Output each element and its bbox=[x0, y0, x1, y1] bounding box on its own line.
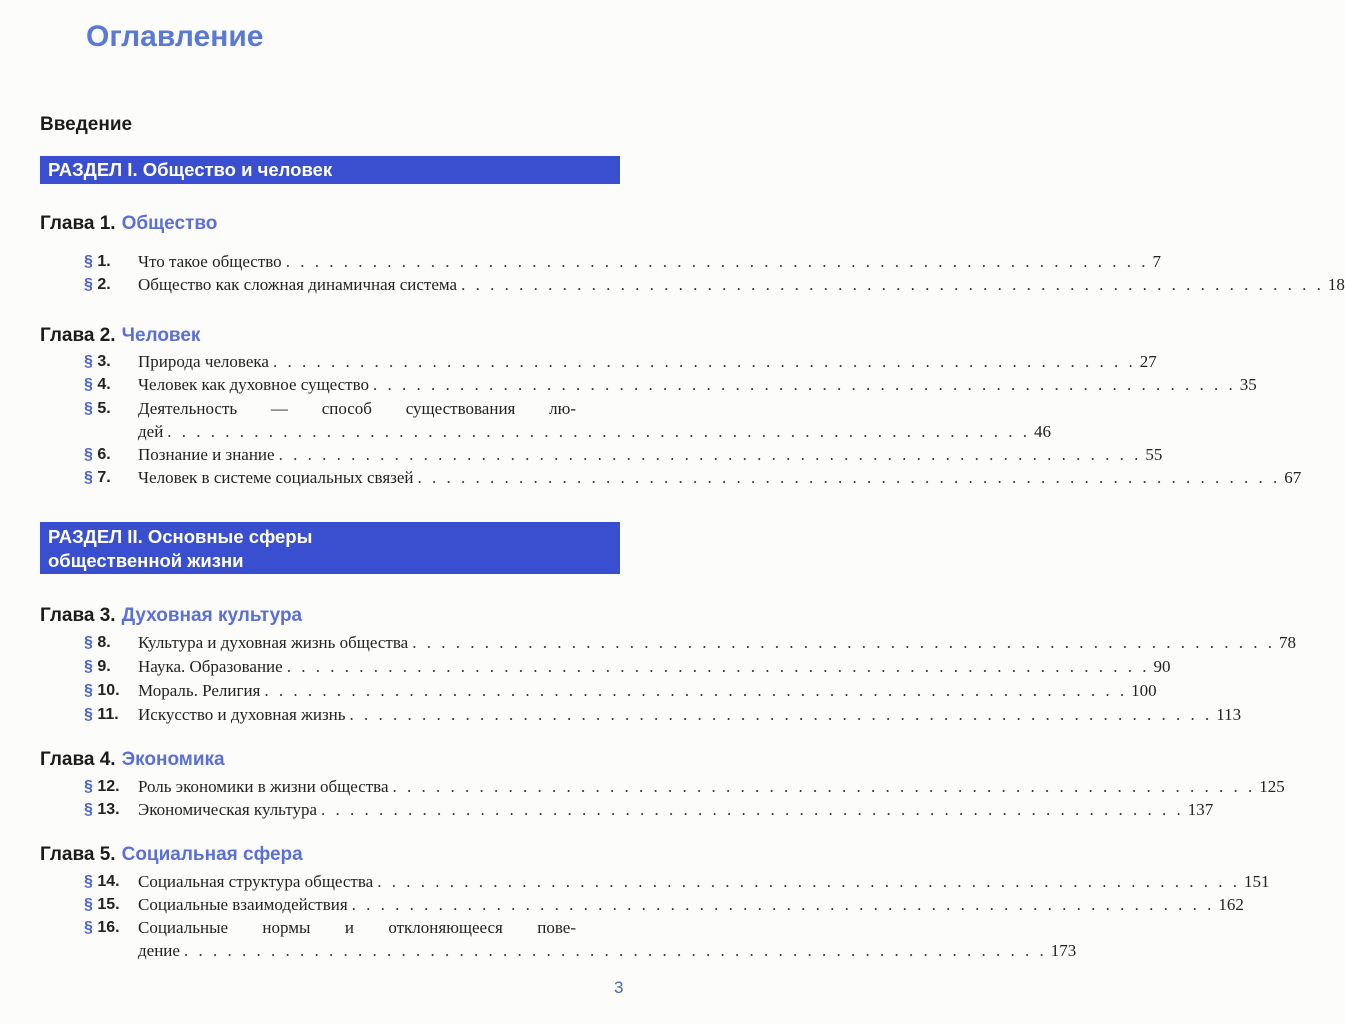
chapter-heading-2 bbox=[40, 325, 200, 347]
paragraph-number: 8. bbox=[97, 634, 111, 651]
entry-page: 67 bbox=[1284, 468, 1302, 487]
entry-page: 113 bbox=[1216, 705, 1242, 724]
paragraph-sign: § bbox=[84, 253, 93, 270]
entry-page: 100 bbox=[1131, 681, 1157, 700]
toc-entry bbox=[84, 893, 1244, 916]
leader-dots: . . . . . . . . . . . . . . . . . . . . . . . . . . . . . . . . . . . . . . . . . . . . . . . . . . . . . . . . . . . . bbox=[167, 422, 1031, 441]
leader-dots: . . . . . . . . . . . . . . . . . . . . . . . . . . . . . . . . . . . . . . . . . . . . . . . . . . . . . . . . . . . . bbox=[377, 872, 1240, 891]
leader-dots: . . . . . . . . . . . . . . . . . . . . . . . . . . . . . . . . . . . . . . . . . . . . . . . . . . . . . . . . . . . . bbox=[417, 468, 1281, 487]
entry-title: Человек в системе социальных связей bbox=[138, 468, 414, 487]
leader-dots: . . . . . . . . . . . . . . . . . . . . . . . . . . . . . . . . . . . . . . . . . . . . . . . . . . . . . . . . . . . . bbox=[373, 375, 1236, 394]
section-bar-1 bbox=[40, 156, 620, 184]
toc-entry bbox=[84, 916, 620, 939]
leader-dots: . . . . . . . . . . . . . . . . . . . . . . . . . . . . . . . . . . . . . . . . . . . . . . . . . . . . . . . . . . . . bbox=[392, 777, 1256, 796]
toc-entry bbox=[84, 798, 1214, 821]
toc-entry bbox=[84, 631, 1296, 654]
toc-entry bbox=[84, 250, 1161, 273]
entry-title: Мораль. Религия bbox=[138, 681, 261, 700]
chapter-heading-1 bbox=[40, 213, 217, 235]
leader-dots: . . . . . . . . . . . . . . . . . . . . . . . . . . . . . . . . . . . . . . . . . . . . . . . . . . . . . . . . . . . . bbox=[349, 705, 1213, 724]
paragraph-number: 9. bbox=[97, 658, 111, 675]
paragraph-number: 2. bbox=[97, 276, 111, 293]
entry-title: Социальные нормы и отклоняющееся пове- bbox=[138, 918, 576, 937]
leader-dots: . . . . . . . . . . . . . . . . . . . . . . . . . . . . . . . . . . . . . . . . . . . . . . . . . . . . . . . . . . . . bbox=[272, 352, 1136, 371]
entry-title: Что такое общество bbox=[138, 252, 282, 271]
chapter-label: Глава 3. bbox=[40, 605, 116, 626]
entry-page: 7 bbox=[1152, 252, 1161, 271]
entry-page: 173 bbox=[1050, 941, 1077, 960]
entry-title-continued: дение bbox=[138, 941, 180, 960]
paragraph-sign: § bbox=[84, 801, 93, 818]
toc-entry bbox=[84, 655, 1171, 678]
paragraph-number: 11. bbox=[97, 706, 119, 723]
paragraph-sign: § bbox=[84, 446, 93, 463]
leader-dots: . . . . . . . . . . . . . . . . . . . . . . . . . . . . . . . . . . . . . . . . . . . . . . . . . . . . . . . . . . . . bbox=[285, 252, 1149, 271]
entry-page: 35 bbox=[1239, 375, 1257, 394]
toc-title: Оглавление bbox=[86, 20, 264, 53]
paragraph-number: 13. bbox=[97, 801, 120, 818]
entry-title: Наука. Образование bbox=[138, 657, 283, 676]
toc-entry bbox=[84, 679, 1157, 702]
paragraph-number: 14. bbox=[97, 873, 120, 890]
entry-page: 18 bbox=[1327, 275, 1345, 294]
entry-page: 55 bbox=[1145, 445, 1163, 464]
toc-entry bbox=[84, 273, 1345, 296]
entry-title: Человек как духовное существо bbox=[138, 375, 370, 394]
paragraph-sign: § bbox=[84, 706, 93, 723]
entry-title: Социальная структура общества bbox=[138, 872, 374, 891]
paragraph-sign: § bbox=[84, 400, 93, 417]
chapter-heading-5 bbox=[40, 844, 303, 866]
entry-title: Природа человека bbox=[138, 352, 269, 371]
chapter-name: Духовная культура bbox=[121, 605, 303, 626]
chapter-heading-3 bbox=[40, 605, 302, 627]
toc-entry bbox=[84, 373, 1257, 396]
paragraph-sign: § bbox=[84, 276, 93, 293]
entry-title: Экономическая культура bbox=[138, 800, 318, 819]
toc-entry bbox=[84, 350, 1157, 373]
entry-title: Общество как сложная динамичная система bbox=[138, 275, 458, 294]
paragraph-number: 7. bbox=[97, 469, 111, 486]
paragraph-sign: § bbox=[84, 353, 93, 370]
paragraph-sign: § bbox=[84, 376, 93, 393]
leader-dots: . . . . . . . . . . . . . . . . . . . . . . . . . . . . . . . . . . . . . . . . . . . . . . . . . . . . . . . . . . . . bbox=[286, 657, 1150, 676]
chapter-heading-4 bbox=[40, 749, 225, 771]
paragraph-sign: § bbox=[84, 919, 93, 936]
paragraph-number: 15. bbox=[97, 896, 120, 913]
paragraph-sign: § bbox=[84, 658, 93, 675]
entry-title: Роль экономики в жизни общества bbox=[138, 777, 389, 796]
chapter-name: Общество bbox=[121, 213, 218, 234]
entry-page: 78 bbox=[1278, 633, 1296, 652]
paragraph-number: 12. bbox=[97, 778, 120, 795]
section-bar-2 bbox=[40, 522, 620, 574]
chapter-label: Глава 2. bbox=[40, 325, 116, 346]
paragraph-sign: § bbox=[84, 634, 93, 651]
entry-page: 90 bbox=[1153, 657, 1171, 676]
toc-entry bbox=[84, 775, 1285, 798]
paragraph-number: 10. bbox=[97, 682, 120, 699]
entry-title: Социальные взаимодействия bbox=[138, 895, 348, 914]
entry-page: 151 bbox=[1243, 872, 1270, 891]
paragraph-sign: § bbox=[84, 873, 93, 890]
paragraph-sign: § bbox=[84, 469, 93, 486]
section-label: РАЗДЕЛ I. Общество и человек bbox=[48, 159, 333, 180]
entry-title: Культура и духовная жизнь общества bbox=[138, 633, 409, 652]
paragraph-sign: § bbox=[84, 682, 93, 699]
leader-dots: . . . . . . . . . . . . . . . . . . . . . . . . . . . . . . . . . . . . . . . . . . . . . . . . . . . . . . . . . . . . bbox=[183, 941, 1047, 960]
chapter-name: Социальная сфера bbox=[121, 844, 303, 865]
toc-entry bbox=[84, 443, 1163, 466]
toc-entry-continuation bbox=[84, 420, 1052, 443]
paragraph-number: 3. bbox=[97, 353, 111, 370]
paragraph-number: 5. bbox=[97, 400, 111, 417]
leader-dots: . . . . . . . . . . . . . . . . . . . . . . . . . . . . . . . . . . . . . . . . . . . . . . . . . . . . . . . . . . . . bbox=[351, 895, 1215, 914]
entry-title: Искусство и духовная жизнь bbox=[138, 705, 346, 724]
section-label-line-2: общественной жизни bbox=[48, 550, 244, 571]
toc-entry bbox=[84, 703, 1242, 726]
entry-page: 162 bbox=[1218, 895, 1244, 914]
leader-dots: . . . . . . . . . . . . . . . . . . . . . . . . . . . . . . . . . . . . . . . . . . . . . . . . . . . . . . . . . . . . bbox=[321, 800, 1184, 819]
chapter-name: Человек bbox=[121, 325, 201, 346]
paragraph-number: 4. bbox=[97, 376, 111, 393]
leader-dots: . . . . . . . . . . . . . . . . . . . . . . . . . . . . . . . . . . . . . . . . . . . . . . . . . . . . . . . . . . . . bbox=[412, 633, 1275, 652]
toc-entry bbox=[84, 466, 1302, 489]
entry-title: Деятельность — способ существования лю- bbox=[138, 399, 576, 418]
entry-title: Познание и знание bbox=[138, 445, 275, 464]
entry-title-continued: дей bbox=[138, 422, 164, 441]
chapter-label: Глава 5. bbox=[40, 844, 116, 865]
entry-page: 137 bbox=[1187, 800, 1214, 819]
entry-page: 125 bbox=[1259, 777, 1285, 796]
leader-dots: . . . . . . . . . . . . . . . . . . . . . . . . . . . . . . . . . . . . . . . . . . . . . . . . . . . . . . . . . . . . bbox=[278, 445, 1142, 464]
entry-page: 27 bbox=[1139, 352, 1157, 371]
paragraph-number: 1. bbox=[97, 253, 111, 270]
page-number: 3 bbox=[614, 978, 624, 997]
toc-entry-continuation bbox=[84, 939, 1077, 962]
paragraph-number: 6. bbox=[97, 446, 111, 463]
entry-page: 46 bbox=[1034, 422, 1052, 441]
intro-heading: Введение bbox=[40, 114, 133, 135]
toc-entry bbox=[84, 397, 620, 420]
chapter-label: Глава 1. bbox=[40, 213, 116, 234]
toc-entry bbox=[84, 870, 1270, 893]
chapter-label: Глава 4. bbox=[40, 749, 116, 770]
paragraph-number: 16. bbox=[97, 919, 120, 936]
chapter-name: Экономика bbox=[121, 749, 225, 770]
paragraph-sign: § bbox=[84, 896, 93, 913]
leader-dots: . . . . . . . . . . . . . . . . . . . . . . . . . . . . . . . . . . . . . . . . . . . . . . . . . . . . . . . . . . . . bbox=[461, 275, 1324, 294]
leader-dots: . . . . . . . . . . . . . . . . . . . . . . . . . . . . . . . . . . . . . . . . . . . . . . . . . . . . . . . . . . . . bbox=[264, 681, 1128, 700]
paragraph-sign: § bbox=[84, 778, 93, 795]
section-label-line-1: РАЗДЕЛ II. Основные сферы bbox=[48, 526, 313, 547]
